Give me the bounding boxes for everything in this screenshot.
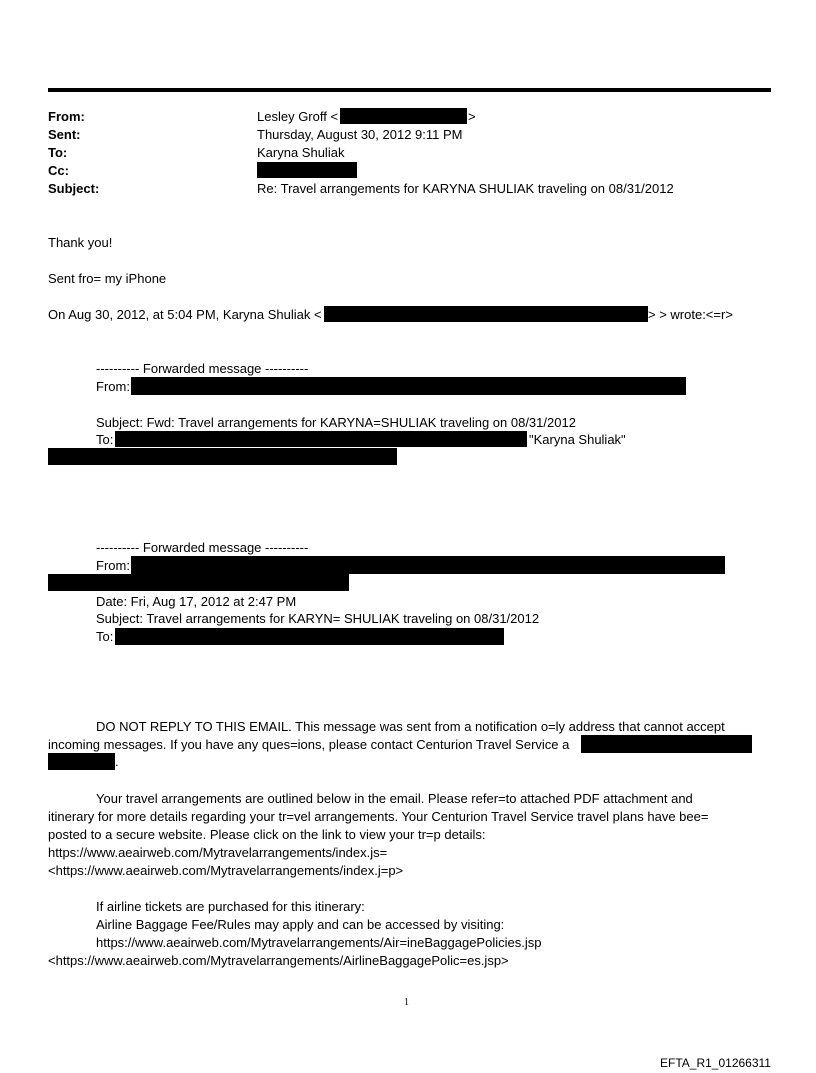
from-label: From: (48, 109, 85, 124)
redaction-on-line-email (324, 306, 648, 322)
page-number: 1 (404, 997, 409, 1008)
fwd2-date: Date: Fri, Aug 17, 2012 at 2:47 PM (96, 594, 297, 609)
fwd1-separator: ---------- Forwarded message ---------- (96, 361, 309, 376)
subject-value: Re: Travel arrangements for KARYNA SHULIAK traveling on 08/31/2012 (257, 181, 674, 196)
airline-line-2: Airline Baggage Fee/Rules may apply and can be accessed by visiting: (96, 917, 505, 932)
from-name: Lesley Groff < (257, 109, 339, 124)
fwd2-separator: ---------- Forwarded message ---------- (96, 540, 309, 555)
airline-line-1: If airline tickets are purchased for this itinerary: (96, 899, 365, 914)
thanks-text: Thank you! (48, 235, 113, 250)
to-label: To: (48, 145, 68, 160)
airline-link-1[interactable]: https://www.aeairweb.com/Mytravelarrangements/Air=ineBaggagePolicies.jsp (96, 935, 542, 950)
on-line-suffix: > > wrote:<=r> (648, 307, 733, 322)
cc-label: Cc: (48, 163, 69, 178)
redaction-from-email (340, 108, 467, 124)
subject-label: Subject: (48, 181, 100, 196)
fwd2-subject: Subject: Travel arrangements for KARYN= SHULIAK traveling on 08/31/2012 (96, 611, 540, 626)
redaction-fwd1-to (115, 431, 527, 447)
notice-end: . (115, 754, 119, 769)
redaction-cc (257, 162, 357, 178)
arrangements-line-3: posted to a secure website. Please click on the link to view your tr=p details: (48, 827, 486, 842)
fwd1-subject: Subject: Fwd: Travel arrangements for KARYNA=SHULIAK traveling on 08/31/2012 (96, 415, 576, 430)
to-value: Karyna Shuliak (257, 145, 345, 160)
arrangements-link-1[interactable]: https://www.aeairweb.com/Mytravelarrangements/index.js= (48, 845, 388, 860)
redaction-fwd1-to-cont (48, 448, 397, 465)
fwd1-from-label: From: (96, 379, 130, 394)
arrangements-line-1: Your travel arrangements are outlined below in the email. Please refer=to attached PDF attachment and (96, 791, 693, 806)
sent-label: Sent: (48, 127, 81, 142)
document-id: EFTA_R1_01266311 (660, 1056, 771, 1070)
sent-value: Thursday, August 30, 2012 9:11 PM (257, 127, 463, 142)
fwd1-to-name: "Karyna Shuliak" (529, 432, 626, 447)
redaction-fwd2-to (115, 628, 504, 645)
fwd1-to-label: To: (96, 432, 114, 447)
on-line-prefix: On Aug 30, 2012, at 5:04 PM, Karyna Shuliak < (48, 307, 322, 322)
arrangements-line-2: itinerary for more details regarding your tr=vel arrangements. Your Centurion Travel Service travel plans have bee= (48, 809, 709, 824)
fwd2-to-label: To: (96, 629, 114, 644)
redaction-fwd1-from (131, 377, 686, 395)
arrangements-link-2[interactable]: <https://www.aeairweb.com/Mytravelarrangements/index.j=p> (48, 863, 404, 878)
fwd2-from-label: From: (96, 558, 130, 573)
sent-from-text: Sent fro= my iPhone (48, 271, 167, 286)
notice-line-2: incoming messages. If you have any ques=ions, please contact Centurion Travel Service a (48, 737, 570, 752)
header-rule (48, 88, 771, 92)
redaction-notice-phone-cont (48, 753, 115, 770)
airline-link-2[interactable]: <https://www.aeairweb.com/Mytravelarrangements/AirlineBaggagePolic=es.jsp> (48, 953, 509, 968)
redaction-fwd2-from (131, 556, 725, 574)
redaction-notice-phone (581, 735, 752, 753)
notice-line-1: DO NOT REPLY TO THIS EMAIL. This message was sent from a notification o=ly address that cannot accept (96, 719, 725, 734)
redaction-fwd2-from-cont (48, 574, 349, 591)
from-close: > (468, 109, 476, 124)
